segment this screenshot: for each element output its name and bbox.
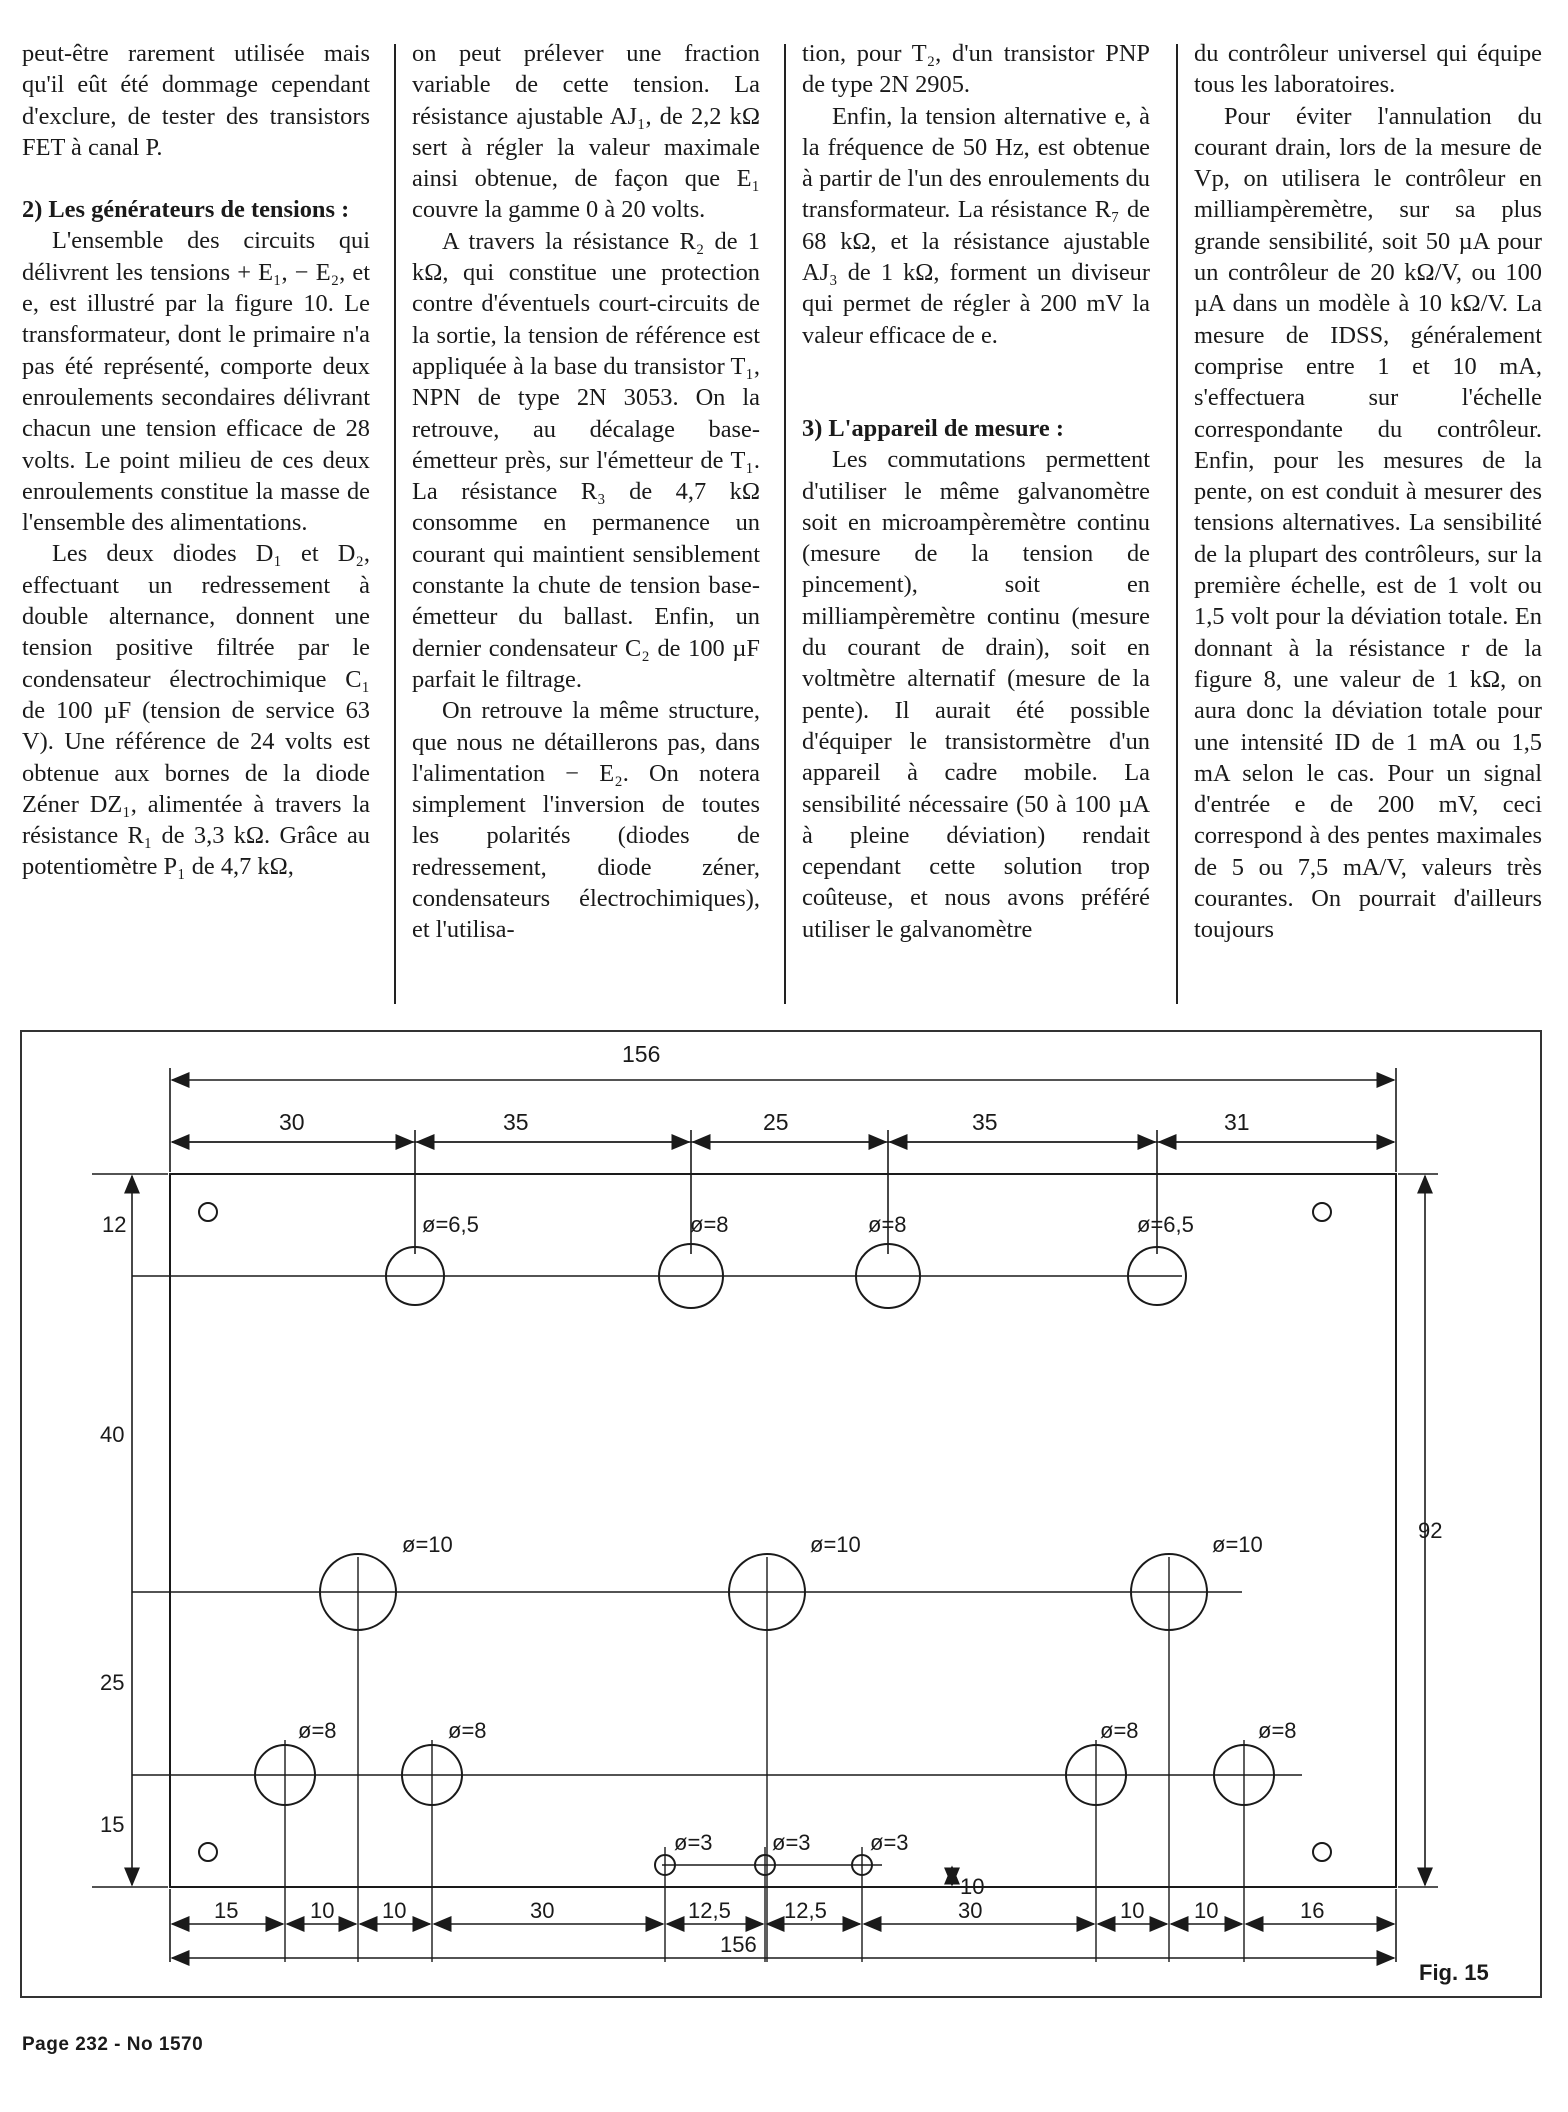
page-footer: Page 232 - No 1570 bbox=[22, 2034, 204, 2055]
paragraph: L'ensemble des circuits qui délivrent les tensions + E₁, − E₂, et e, est illustré par la figure 10. Le transformateur, dont le primaire n'a pas été représenté, comporte deux enroulements secondaires délivrant chacun une tension efficace de 28 volts. Le point milieu de ces deux enroulements constitue la masse de l'ensemble des alimentations. bbox=[22, 227, 370, 537]
hole-label: ø=8 bbox=[448, 1718, 487, 1743]
dim-bottom: 12,5 bbox=[688, 1898, 731, 1923]
left-dimensions bbox=[92, 1174, 168, 1887]
column-rule bbox=[1176, 44, 1178, 1004]
dim-top: 25 bbox=[763, 1109, 789, 1135]
paragraph: tion, pour T₂, d'un transistor PNP de type 2N 2905. bbox=[802, 40, 1150, 99]
paragraph: A travers la résistance R₂ de 1 kΩ, qui constitue une protection contre d'éventuels court-circuits de la sortie, la tension de référence est appliquée à la base du transistor T₁, NPN de type 2N 3053. On la retrouve, au décalage base-émetteur près, sur l'émetteur de T₁. La résistance R₃ de 4,7 kΩ consomme en permanence un courant qui maintient sensiblement constante la chute de tension base-émetteur du ballast. Enfin, un dernier condensateur C₂ de 100 µF parfait le filtrage. bbox=[412, 227, 760, 693]
dim-total-height: 92 bbox=[1418, 1518, 1443, 1543]
hole-label: ø=10 bbox=[402, 1532, 453, 1557]
paragraph: peut-être rarement utilisée mais qu'il eût été dommage cependant d'exclure, de tester des transistors FET à canal P. bbox=[22, 40, 370, 161]
dim-left: 12 bbox=[102, 1212, 127, 1237]
hole-label: ø=3 bbox=[674, 1830, 713, 1855]
paragraph: Les commutations permettent d'utiliser le même galvanomètre soit en microampèremètre continu (mesure de la tension de pincement), soit en milliampèremètre continu (mesure du courant de drain), soit en voltmètre alternatif (mesure de la pente). Il aurait été possible d'équiper le transistormètre d'un appareil à cadre mobile. La sensibilité nécessaire (50 à 100 µA à pleine déviation) rendait cependant cette solution trop coûteuse, et nous avons préféré utiliser le galvanomètre bbox=[802, 446, 1150, 943]
paragraph: du contrôleur universel qui équipe tous les laboratoires. bbox=[1194, 40, 1542, 99]
drilling-diagram bbox=[22, 1032, 1544, 2000]
column-rule bbox=[784, 44, 786, 1004]
dim-total-width-bottom: 156 bbox=[720, 1932, 757, 1957]
dim-bottom: 10 bbox=[1120, 1898, 1145, 1923]
dim-left: 25 bbox=[100, 1670, 125, 1695]
section-heading: 2) Les générateurs de tensions : bbox=[22, 196, 350, 224]
column-2 bbox=[412, 38, 760, 1013]
dim-top: 31 bbox=[1224, 1109, 1250, 1135]
dim-bottom: 15 bbox=[214, 1898, 239, 1923]
dim-bottom: 10 bbox=[1194, 1898, 1219, 1923]
hole-label: ø=3 bbox=[772, 1830, 811, 1855]
column-rule bbox=[394, 44, 396, 1004]
mounting-holes bbox=[199, 1203, 1331, 1861]
top-dimensions bbox=[170, 1068, 1396, 1254]
dim-small: 10 bbox=[960, 1874, 985, 1899]
hole-label: ø=8 bbox=[868, 1212, 907, 1237]
figure-15-drilling-plan bbox=[20, 1030, 1542, 1998]
hole-label: ø=8 bbox=[1258, 1718, 1297, 1743]
hole-label: ø=3 bbox=[870, 1830, 909, 1855]
dim-bottom: 30 bbox=[530, 1898, 555, 1923]
column-4 bbox=[1194, 38, 1542, 1013]
hole-label: ø=6,5 bbox=[422, 1212, 479, 1237]
hole-label: ø=8 bbox=[690, 1212, 729, 1237]
paragraph: Les deux diodes D₁ et D₂, effectuant un redressement à double alternance, donnent une tension positive filtrée par le condensateur électrochimique C₁ de 100 µF (tension de service 63 V). Une référence de 24 volts est obtenue aux bornes de la diode Zéner DZ₁, alimentée à travers la résistance R₁ de 3,3 kΩ. Grâce au potentiomètre P₁ de 4,7 kΩ, bbox=[22, 540, 370, 881]
dim-top: 35 bbox=[503, 1109, 529, 1135]
dim-bottom: 10 bbox=[382, 1898, 407, 1923]
hole-label: ø=8 bbox=[298, 1718, 337, 1743]
figure-caption: Fig. 15 bbox=[1419, 1960, 1489, 1985]
hole-label: ø=8 bbox=[1100, 1718, 1139, 1743]
paragraph: on peut prélever une fraction variable de cette tension. La résistance ajustable AJ₁, de 2,2 kΩ sert à régler la valeur maximale ainsi obtenue, de façon que E₁ couvre la gamme 0 à 20 volts. bbox=[412, 40, 760, 224]
dim-bottom: 12,5 bbox=[784, 1898, 827, 1923]
hole-centerlines bbox=[132, 1276, 1302, 1962]
dim-bottom: 16 bbox=[1300, 1898, 1325, 1923]
column-1 bbox=[22, 38, 370, 1013]
dim-bottom: 10 bbox=[310, 1898, 335, 1923]
dim-total-width: 156 bbox=[622, 1041, 661, 1067]
article-columns bbox=[22, 38, 1544, 1013]
hole-label: ø=10 bbox=[1212, 1532, 1263, 1557]
paragraph: Enfin, la tension alternative e, à la fréquence de 50 Hz, est obtenue à partir de l'un des enroulements du transformateur. La résistance R₇ de 68 kΩ, et la résistance ajustable AJ₃ de 1 kΩ, forment un diviseur qui permet de régler à 200 mV la valeur efficace de e. bbox=[802, 102, 1150, 349]
dim-top: 35 bbox=[972, 1109, 998, 1135]
panel-outline bbox=[170, 1174, 1396, 1887]
dim-bottom: 30 bbox=[958, 1898, 983, 1923]
hole-label: ø=6,5 bbox=[1137, 1212, 1194, 1237]
dim-top: 30 bbox=[279, 1109, 305, 1135]
dim-left: 15 bbox=[100, 1812, 125, 1837]
paragraph: On retrouve la même structure, que nous ne détaillerons pas, dans l'alimentation − E₂. On notera simplement l'inversion de toutes les polarités (diodes de redressement, diode zéner, condensateurs électrochimiques), et l'utilisa- bbox=[412, 697, 760, 944]
column-3 bbox=[802, 38, 1150, 1013]
hole-label: ø=10 bbox=[810, 1532, 861, 1557]
section-heading: 3) L'appareil de mesure : bbox=[802, 414, 1064, 442]
paragraph: Pour éviter l'annulation du courant drain, lors de la mesure de Vp, on utilisera le contrôleur en milliampèremètre, sur sa plus grande sensibilité, soit 50 µA pour un contrôleur de 20 kΩ/V, ou 100 µA dans un modèle à 10 kΩ/V. La mesure de IDSS, généralement comprise entre 1 et 10 mA, s'effectuera sur l'échelle correspondante du contrôleur. Enfin, pour les mesures de la pente, on est conduit à mesurer des tensions alternatives. La sensibilité de la plupart des contrôleurs, sur la première échelle, est de 1 volt ou 1,5 volt pour la déviation totale. En donnant à la résistance r de la figure 8, une valeur de 1 kΩ, on aura donc la déviation totale pour une intensité ID de 1 mA ou 1,5 mA selon le cas. Pour un signal d'entrée e de 200 mV, ceci correspond à des pentes maximales de 5 ou 7,5 mA/V, valeurs très courantes. On pourrait d'ailleurs toujours bbox=[1194, 102, 1542, 944]
dim-left: 40 bbox=[100, 1422, 125, 1447]
